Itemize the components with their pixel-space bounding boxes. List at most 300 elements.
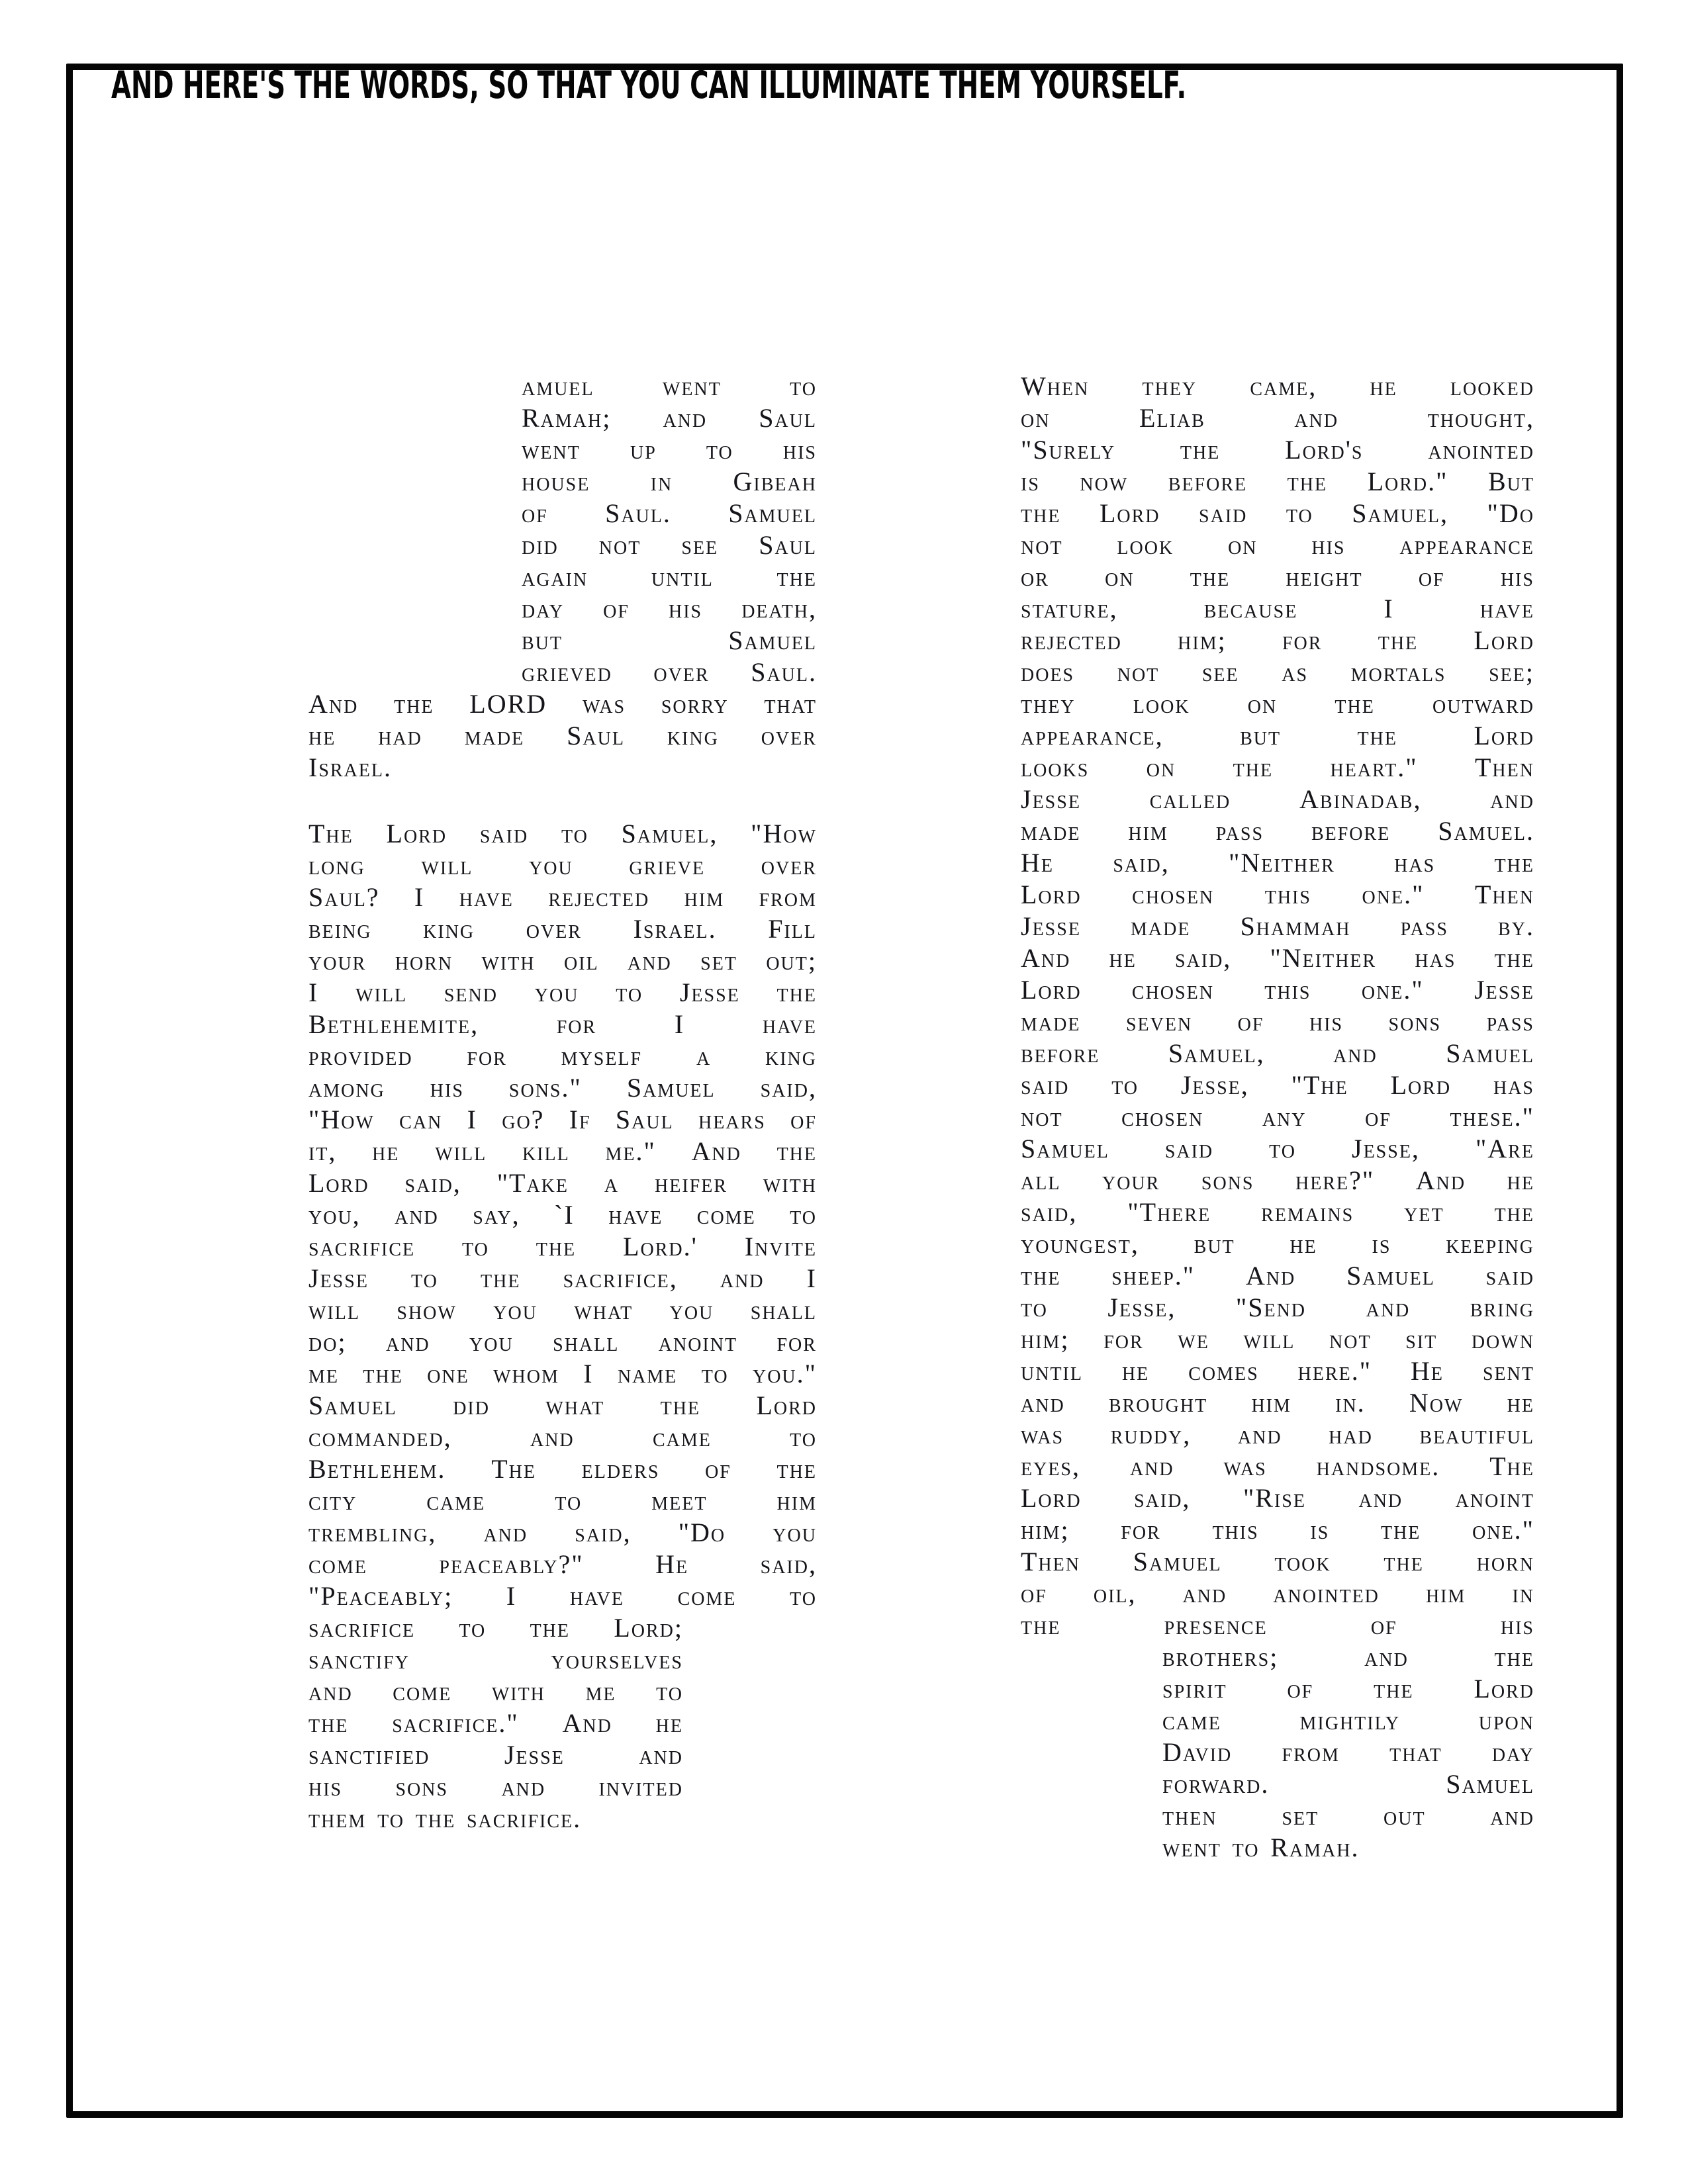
word: have <box>762 1009 817 1039</box>
word: of <box>603 594 630 623</box>
word: Jesse <box>308 1263 369 1293</box>
word: anoint <box>1455 1483 1534 1513</box>
word: was <box>1021 1420 1064 1449</box>
word: pass <box>1486 1007 1534 1036</box>
word: you, <box>308 1200 361 1230</box>
word: he <box>1370 371 1397 401</box>
word: he <box>1121 1356 1150 1386</box>
word: to <box>1021 1293 1048 1322</box>
word: does <box>1021 657 1075 687</box>
word: the <box>1190 562 1231 592</box>
word: the <box>1378 625 1419 655</box>
word: day <box>1491 1737 1534 1767</box>
paragraph-gap <box>308 784 817 818</box>
word: sons <box>1388 1007 1442 1036</box>
word: the <box>1021 1610 1061 1640</box>
word: pass <box>1400 911 1448 941</box>
word: Ramah; <box>522 403 612 433</box>
word: here?" <box>1295 1165 1375 1195</box>
word: the <box>776 1454 817 1484</box>
word: to <box>790 1422 817 1452</box>
word: come <box>696 1200 756 1230</box>
word: Gibeah <box>733 467 817 496</box>
text-line <box>1162 1641 1534 1673</box>
word: of <box>790 1105 817 1134</box>
text-line <box>522 529 817 561</box>
text-line <box>308 945 817 977</box>
word: and <box>530 1422 575 1452</box>
text-line <box>1021 942 1534 974</box>
word: sacrifice." <box>392 1708 519 1738</box>
word: sons." <box>508 1073 582 1103</box>
word: Samuel, <box>621 819 718 848</box>
word: I <box>467 1105 477 1134</box>
word: went <box>662 371 722 401</box>
word: beautiful <box>1419 1420 1534 1449</box>
text-line <box>308 688 817 720</box>
word: to <box>459 1613 487 1643</box>
text-line <box>1021 657 1534 688</box>
word: grieve <box>629 850 706 880</box>
text-line <box>522 434 817 466</box>
word: name <box>617 1359 678 1388</box>
word: chosen <box>1132 880 1215 909</box>
word: made <box>1021 1007 1081 1036</box>
word: invited <box>598 1772 683 1801</box>
text-line <box>1021 688 1534 720</box>
word: your <box>1102 1165 1160 1195</box>
word: and <box>1021 1388 1065 1418</box>
word: his <box>669 594 703 623</box>
text-line <box>522 466 817 498</box>
word: of <box>1418 562 1445 592</box>
word: me <box>585 1676 616 1706</box>
text-line <box>308 1199 817 1231</box>
word: send <box>444 978 498 1007</box>
word: heart." <box>1330 752 1418 782</box>
word: rejected <box>1021 625 1122 655</box>
word: sacrifice <box>308 1232 416 1261</box>
word: over <box>761 721 817 751</box>
text-line <box>1021 1069 1534 1101</box>
word: you <box>529 850 573 880</box>
word: appearance, <box>1021 721 1164 751</box>
text-column-left <box>308 371 817 1835</box>
word: come <box>308 1549 367 1579</box>
word: until <box>651 562 714 592</box>
text-line <box>1162 1737 1534 1768</box>
word: sorry <box>661 689 729 719</box>
word: And <box>308 689 359 719</box>
word: me <box>308 1359 339 1388</box>
word: have <box>459 882 514 912</box>
word: Lord <box>386 819 447 848</box>
word: Lord <box>1474 721 1534 751</box>
word: will <box>355 978 408 1007</box>
text-line <box>308 1040 817 1072</box>
text-line <box>1021 1228 1534 1260</box>
word: look <box>1133 689 1190 719</box>
word: on <box>1021 403 1051 433</box>
word: Lord <box>1099 498 1160 528</box>
text-line <box>308 1326 817 1358</box>
word: The <box>491 1454 536 1484</box>
text-line <box>308 1771 683 1803</box>
word: "There <box>1127 1197 1211 1227</box>
word: have <box>1479 594 1534 623</box>
word: and <box>639 1740 683 1770</box>
word: what <box>545 1390 605 1420</box>
word: of <box>705 1454 731 1484</box>
text-line: them to the sacrifice. <box>308 1803 582 1833</box>
word: the <box>481 1263 521 1293</box>
word: And <box>1021 943 1071 973</box>
word: and <box>1294 403 1339 433</box>
text-column-right <box>1021 371 1534 1864</box>
word: made <box>464 721 525 751</box>
text-line <box>308 1231 817 1263</box>
word: I <box>308 978 319 1007</box>
word: and <box>308 1676 353 1706</box>
word: from <box>759 882 817 912</box>
text-line <box>308 1517 817 1549</box>
word: to <box>616 978 643 1007</box>
word: stature, <box>1021 594 1118 623</box>
word: I <box>674 1009 685 1039</box>
word: or <box>1021 562 1049 592</box>
word: his <box>782 435 817 465</box>
word: on <box>1247 689 1278 719</box>
word: Lord <box>1021 975 1082 1005</box>
word: in <box>650 467 673 496</box>
word: Saul. <box>751 657 817 687</box>
word: said, <box>1021 1197 1078 1227</box>
word: Jesse <box>504 1740 565 1770</box>
word: out; <box>766 946 817 976</box>
word: see; <box>1489 657 1534 687</box>
word: said, <box>760 1073 817 1103</box>
word: not <box>1021 1102 1063 1132</box>
word: Jesse <box>679 978 740 1007</box>
text-line <box>1021 1260 1534 1292</box>
word: said, <box>760 1549 817 1579</box>
word: his <box>1309 1007 1344 1036</box>
word: set <box>1282 1801 1319 1831</box>
word: see <box>1201 657 1239 687</box>
text-line <box>522 593 817 625</box>
text-line <box>522 657 817 688</box>
word: now <box>1080 467 1129 496</box>
word: come <box>677 1581 737 1611</box>
word: he <box>1507 1165 1534 1195</box>
word: of <box>1287 1674 1314 1704</box>
word: shall <box>553 1327 620 1357</box>
word: sent <box>1482 1356 1534 1386</box>
word: sons <box>1201 1165 1254 1195</box>
word: go? <box>502 1105 545 1134</box>
word: trembling, <box>308 1518 437 1547</box>
word: and <box>720 1263 765 1293</box>
word: a <box>696 1041 712 1071</box>
word: "Do <box>678 1518 726 1547</box>
word: elders <box>581 1454 660 1484</box>
word: he <box>1507 1388 1534 1418</box>
word: on <box>1146 752 1176 782</box>
text-line <box>1162 1705 1534 1737</box>
word: commanded, <box>308 1422 452 1452</box>
text-line <box>308 882 817 913</box>
word: Jesse, <box>1180 1070 1249 1100</box>
word: Lord's <box>1285 435 1364 465</box>
word: kill <box>522 1136 570 1166</box>
word: Then <box>1474 752 1534 782</box>
word: king <box>423 914 475 944</box>
word: anointed <box>1428 435 1534 465</box>
text-line: went to Ramah. <box>1162 1833 1360 1862</box>
word: Samuel <box>728 498 817 528</box>
text-line <box>308 850 817 882</box>
word: Samuel <box>308 1390 397 1420</box>
word: the <box>1180 435 1221 465</box>
word: hears <box>698 1105 766 1134</box>
word: to <box>706 435 733 465</box>
word: sacrifice, <box>563 1263 678 1293</box>
word: him <box>1425 1578 1466 1608</box>
word: Abinadab, <box>1299 784 1422 814</box>
word: of <box>1237 1007 1264 1036</box>
word: Samuel <box>1346 1261 1435 1291</box>
word: Samuel <box>1446 1769 1534 1799</box>
word: oil <box>563 946 599 976</box>
word: horn <box>395 946 453 976</box>
word: see <box>681 530 719 560</box>
word: thought, <box>1427 403 1534 433</box>
word: has <box>1394 848 1436 878</box>
word: Saul <box>759 403 817 433</box>
word: on <box>1105 562 1135 592</box>
word: to <box>790 1200 817 1230</box>
word: not <box>598 530 641 560</box>
word: forward. <box>1162 1769 1270 1799</box>
word: Fill <box>768 914 817 944</box>
text-line <box>308 720 817 752</box>
text-line <box>308 1358 817 1390</box>
word: and <box>628 946 672 976</box>
text-line <box>1021 974 1534 1006</box>
word: out <box>1383 1801 1426 1831</box>
text-line <box>1021 1610 1534 1641</box>
word: said <box>1164 1134 1214 1163</box>
word: Bethlehemite, <box>308 1009 479 1039</box>
text-line <box>1021 752 1534 784</box>
word: of <box>1365 1102 1391 1132</box>
word: "Take <box>496 1168 569 1198</box>
word: made <box>1021 816 1081 846</box>
word: they <box>1142 371 1197 401</box>
word: But <box>1487 467 1534 496</box>
text-line <box>1021 529 1534 561</box>
word: anointed <box>1273 1578 1380 1608</box>
text-line <box>522 371 817 402</box>
word: this <box>1212 1515 1259 1545</box>
word: and <box>1366 1293 1411 1322</box>
word: the <box>363 1359 403 1388</box>
word: will <box>435 1136 487 1166</box>
word: Lord <box>1390 1070 1452 1100</box>
word: his <box>308 1772 343 1801</box>
word: the <box>1494 1642 1534 1672</box>
word: among <box>308 1073 385 1103</box>
text-line <box>308 1009 817 1040</box>
word: you <box>773 1518 817 1547</box>
word: made <box>1131 911 1191 941</box>
text-line <box>1021 1419 1534 1451</box>
word: until <box>1021 1356 1083 1386</box>
word: Jesse <box>1021 911 1081 941</box>
word: brothers; <box>1162 1642 1279 1672</box>
word: "Surely <box>1021 435 1116 465</box>
text-line <box>1021 847 1534 879</box>
word: house <box>522 467 590 496</box>
word: the <box>1380 1515 1421 1545</box>
word: in. <box>1335 1388 1366 1418</box>
word: him <box>776 1486 817 1516</box>
word: that <box>764 689 817 719</box>
word: "Peaceably; <box>308 1581 453 1611</box>
word: If <box>569 1105 591 1134</box>
text-line <box>308 1453 817 1485</box>
caption: AND HERE'S THE WORDS, SO THAT YOU CAN ILLUMINATE THEM YOURSELF. <box>111 64 1187 107</box>
word: the <box>660 1390 701 1420</box>
word: then <box>1162 1801 1217 1831</box>
text-line <box>308 1549 817 1580</box>
word: king <box>667 721 719 751</box>
text-line <box>1021 371 1534 402</box>
word: said, <box>1134 1483 1191 1513</box>
word: yourselves <box>551 1645 683 1674</box>
word: horn <box>1476 1547 1534 1576</box>
word: Jesse, <box>1107 1293 1176 1322</box>
word: And <box>1415 1165 1466 1195</box>
word: the <box>1335 689 1375 719</box>
word: Shammah <box>1240 911 1351 941</box>
text-line <box>308 977 817 1009</box>
word: Jesse <box>1021 784 1081 814</box>
text-line <box>308 1136 817 1167</box>
word: down <box>1471 1324 1534 1354</box>
word: to <box>1269 1134 1296 1163</box>
word: for <box>556 1009 597 1039</box>
word: "The <box>1291 1070 1348 1100</box>
word: being <box>308 914 372 944</box>
word: said <box>1199 498 1248 528</box>
word: and <box>1364 1642 1409 1672</box>
word: the <box>1021 498 1061 528</box>
word: had <box>378 721 422 751</box>
word: height <box>1286 562 1363 592</box>
word: grieved <box>522 657 612 687</box>
word: He <box>655 1549 689 1579</box>
word: Samuel, <box>1168 1038 1265 1068</box>
word: day <box>522 594 565 623</box>
word: Samuel <box>1446 1038 1534 1068</box>
word: again <box>522 562 588 592</box>
word: the <box>1233 752 1274 782</box>
word: him; <box>1021 1515 1070 1545</box>
text-line <box>1021 1546 1534 1578</box>
word: all <box>1021 1165 1061 1195</box>
word: they <box>1021 689 1076 719</box>
word: one." <box>1362 880 1425 909</box>
word: he <box>372 1136 400 1166</box>
word: was <box>1223 1451 1267 1481</box>
word: is <box>1021 467 1040 496</box>
word: bring <box>1470 1293 1534 1322</box>
text-line <box>308 1676 683 1707</box>
word: eyes, <box>1021 1451 1080 1481</box>
word: in <box>1512 1578 1534 1608</box>
word: death, <box>741 594 817 623</box>
word: sanctified <box>308 1740 430 1770</box>
text-line <box>1021 1482 1534 1514</box>
word: that <box>1389 1737 1442 1767</box>
word: called <box>1149 784 1231 814</box>
text-line <box>1021 1451 1534 1482</box>
text-line <box>1021 815 1534 847</box>
word: and <box>395 1200 439 1230</box>
text-line <box>1162 1673 1534 1705</box>
word: his <box>1311 530 1346 560</box>
word: not <box>1021 530 1063 560</box>
word: chosen <box>1121 1102 1204 1132</box>
word: anoint <box>658 1327 738 1357</box>
word: with <box>491 1676 545 1706</box>
word: come <box>393 1676 452 1706</box>
word: Invite <box>744 1232 817 1261</box>
word: sheep." <box>1111 1261 1196 1291</box>
word: and <box>1129 1451 1174 1481</box>
word: and <box>483 1518 528 1547</box>
word: king <box>765 1041 817 1071</box>
word: took <box>1274 1547 1331 1576</box>
word: "Are <box>1475 1134 1534 1163</box>
text-line <box>308 1612 683 1644</box>
word: the <box>1494 1197 1534 1227</box>
word: long <box>308 850 365 880</box>
word: Jesse, <box>1352 1134 1420 1163</box>
word: He <box>1021 848 1054 878</box>
word: before <box>1168 467 1248 496</box>
word: because <box>1203 594 1298 623</box>
word: his <box>1500 1610 1534 1640</box>
word: you." <box>752 1359 817 1388</box>
word: do; <box>308 1327 347 1357</box>
word: the <box>1383 1547 1424 1576</box>
text-line <box>1021 1387 1534 1419</box>
word: over <box>653 657 710 687</box>
word: to <box>462 1232 489 1261</box>
word: for <box>467 1041 507 1071</box>
word: meet <box>651 1486 708 1516</box>
text-line <box>1021 1355 1534 1387</box>
text-line <box>1021 1165 1534 1197</box>
word: and <box>1237 1420 1282 1449</box>
word: Lord." <box>1367 467 1448 496</box>
word: oil, <box>1093 1578 1137 1608</box>
word: sanctify <box>308 1645 410 1674</box>
word: looked <box>1450 371 1534 401</box>
word: Lord; <box>614 1613 683 1643</box>
